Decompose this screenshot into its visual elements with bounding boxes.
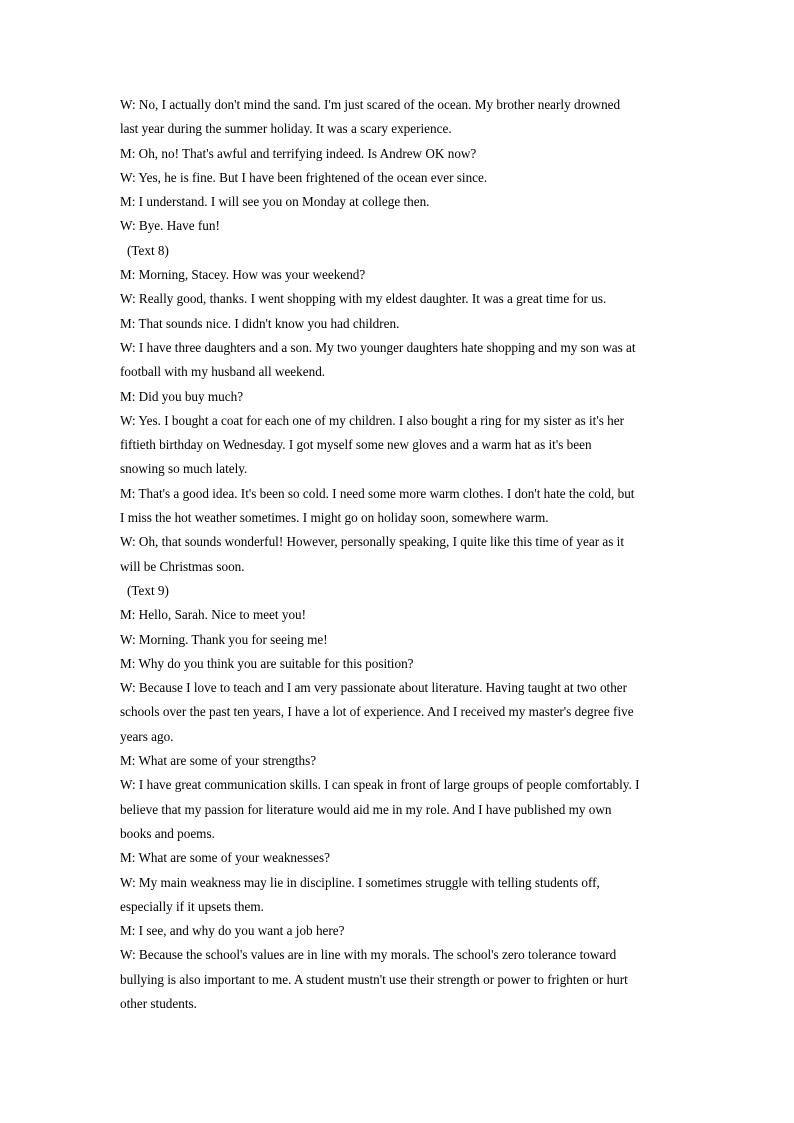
- transcript-line: W: Because the school's values are in line with my morals. The school's zero tolerance toward: [120, 947, 617, 963]
- transcript-line: W: I have three daughters and a son. My two younger daughters hate shopping and my son was at: [120, 339, 636, 355]
- transcript-line: M: Hello, Sarah. Nice to meet you!: [120, 607, 307, 623]
- transcript-line: last year during the summer holiday. It was a scary experience.: [120, 121, 452, 137]
- transcript-line: M: Oh, no! That's awful and terrifying indeed. Is Andrew OK now?: [120, 145, 477, 161]
- transcript-line: W: No, I actually don't mind the sand. I'm just scared of the ocean. My brother nearly drowned: [120, 97, 621, 112]
- transcript-line: W: Oh, that sounds wonderful! However, personally speaking, I quite like this time of year as it: [120, 534, 625, 550]
- transcript-line: M: That sounds nice. I didn't know you had children.: [120, 315, 400, 331]
- transcript-line: I miss the hot weather sometimes. I might go on holiday soon, somewhere warm.: [120, 510, 549, 526]
- transcript-line: snowing so much lately.: [120, 461, 248, 477]
- transcript-line: years ago.: [120, 728, 174, 744]
- transcript-line: M: What are some of your weaknesses?: [120, 850, 330, 866]
- transcript-line: other students.: [120, 995, 197, 1011]
- transcript-line: M: I see, and why do you want a job here?: [120, 923, 345, 939]
- transcript-line: M: Did you buy much?: [120, 388, 244, 404]
- transcript-body: [120, 93, 692, 1016]
- transcript-line: M: That's a good idea. It's been so cold. I need some more warm clothes. I don't hate the cold, but: [120, 485, 635, 501]
- transcript-line: books and poems.: [120, 825, 215, 841]
- transcript-line: especially if it upsets them.: [120, 898, 264, 914]
- transcript-line: W: Yes, he is fine. But I have been frightened of the ocean ever since.: [120, 169, 488, 185]
- transcript-line: W: Bye. Have fun!: [120, 218, 220, 234]
- transcript-line: football with my husband all weekend.: [120, 364, 326, 380]
- section-heading-text-8: (Text 8): [127, 242, 169, 258]
- transcript-line: will be Christmas soon.: [120, 558, 245, 574]
- transcript-line: M: Why do you think you are suitable for this position?: [120, 655, 414, 671]
- transcript-line: M: Morning, Stacey. How was your weekend?: [120, 267, 366, 283]
- transcript-line: M: What are some of your strengths?: [120, 753, 317, 769]
- transcript-line: schools over the past ten years, I have a lot of experience. And I received my master's degree five: [120, 704, 634, 720]
- transcript-line: W: My main weakness may lie in discipline. I sometimes struggle with telling students off,: [120, 874, 600, 890]
- transcript-line: M: I understand. I will see you on Monday at college then.: [120, 194, 430, 210]
- transcript-line: W: Yes. I bought a coat for each one of my children. I also bought a ring for my sister as it's her: [120, 412, 624, 428]
- transcript-line: W: Morning. Thank you for seeing me!: [120, 631, 328, 647]
- transcript-line: W: Really good, thanks. I went shopping with my eldest daughter. It was a great time for us.: [120, 291, 607, 307]
- transcript-line: W: Because I love to teach and I am very passionate about literature. Having taught at two other: [120, 680, 628, 696]
- transcript-line: W: I have great communication skills. I can speak in front of large groups of people comfortably. I: [120, 777, 640, 793]
- section-heading-text-9: (Text 9): [127, 582, 169, 598]
- transcript-line: believe that my passion for literature would aid me in my role. And I have published my own: [120, 801, 612, 817]
- transcript-line: fiftieth birthday on Wednesday. I got myself some new gloves and a warm hat as it's been: [120, 437, 592, 453]
- transcript-line: bullying is also important to me. A student mustn't use their strength or power to frighten or hurt: [120, 971, 628, 987]
